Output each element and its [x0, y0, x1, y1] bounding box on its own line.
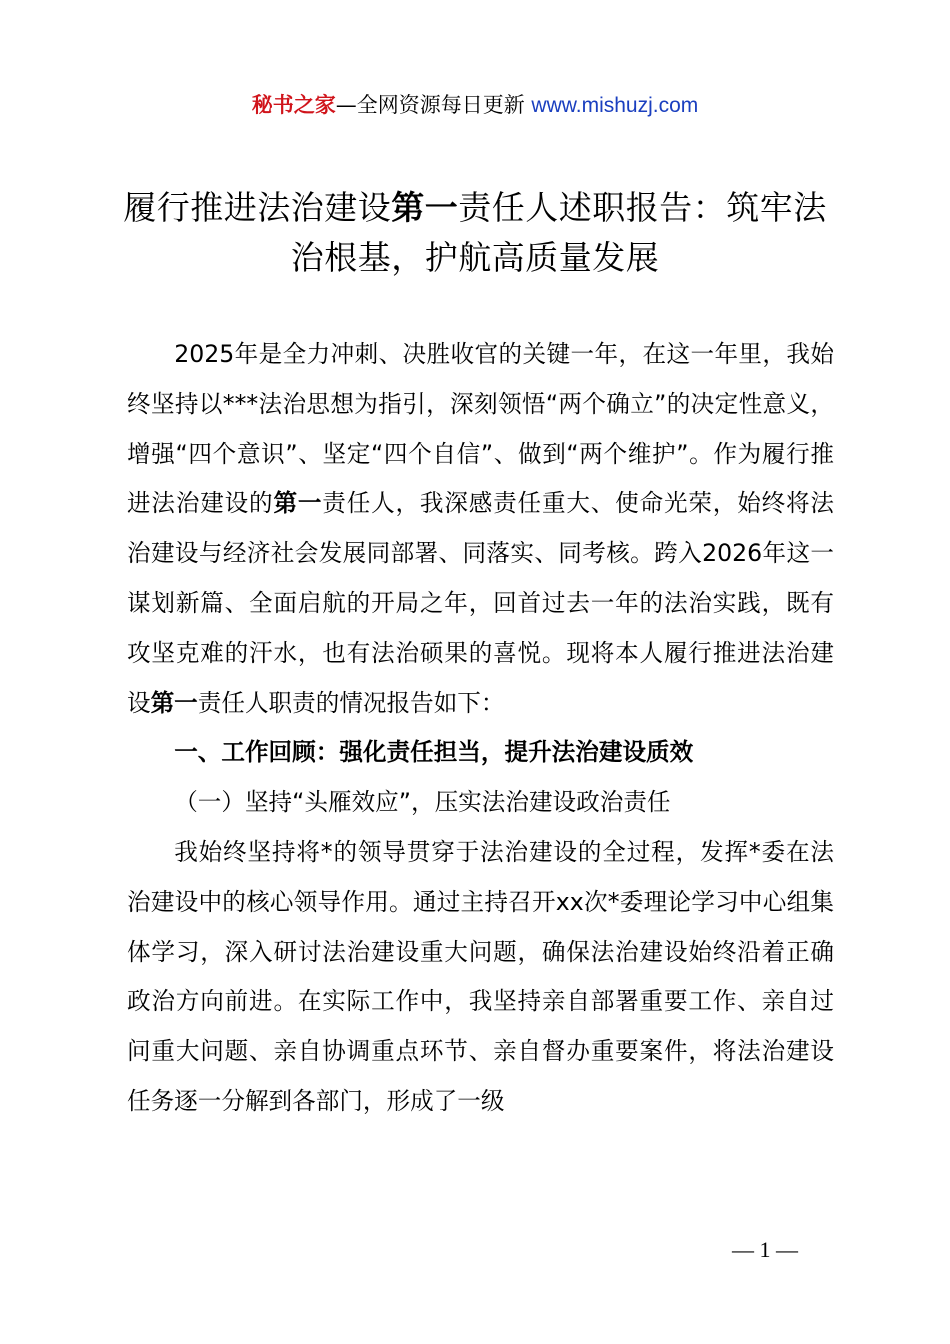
intro-text-c: 责任人职责的情况报告如下：: [197, 688, 505, 717]
intro-text-a: 2025年是全力冲刺、决胜收官的关键一年，在这一年里，我始终坚持以***法治思想为指引，深刻领悟“两个确立”的决定性意义，增强“四个意识”、坚定“四个自信”、做到“两个维护”。作为履行推进法治建设的: [127, 340, 834, 518]
body-paragraph: 我始终坚持将*的领导贯穿于法治建设的全过程，发挥*委在法治建设中的核心领导作用。通过主持召开xx次*委理论学习中心组集体学习，深入研讨法治建设重大问题，确保法治建设始终沿着正确政治方向前进。在实际工作中，我坚持亲自部署重要工作、亲自过问重大问题、亲自协调重点环节、亲自督办重要案件，将法治建设任务逐一分解到各部门，形成了一级: [127, 837, 834, 1115]
brand-name: 秘书之家: [251, 93, 336, 117]
site-url-link[interactable]: www.mishuzj.com: [531, 94, 699, 117]
intro-bold-a: 第一: [273, 489, 323, 518]
subsection-heading: （一）坚持“头雁效应”，压实法治建设政治责任: [174, 788, 671, 817]
title-part-2: 责任人述职报告：筑牢法治根基，护航高质量发展: [290, 188, 827, 277]
document-title: [118, 183, 832, 283]
header-tagline: —全网资源每日更新: [335, 93, 532, 117]
intro-bold-b: 第一: [150, 688, 198, 717]
page-number: — 1 —: [732, 1237, 798, 1262]
title-part-1: 履行推进法治建设: [123, 188, 392, 227]
site-header: [0, 88, 950, 123]
title-bold: 第一: [391, 188, 459, 227]
intro-text-b: 责任人，我深感责任重大、使命光荣，始终将法治建设与经济社会发展同部署、同落实、同考核。跨入2026年这一谋划新篇、全面启航的开局之年，回首过去一年的法治实践，既有攻坚克难的汗水，也有法治硕果的喜悦。现将本人履行推进法治建设: [127, 489, 835, 717]
document-body: [127, 330, 834, 1127]
section-heading: 一、工作回顾：强化责任担当，提升法治建设质效: [174, 738, 694, 767]
intro-paragraph: [127, 330, 834, 728]
